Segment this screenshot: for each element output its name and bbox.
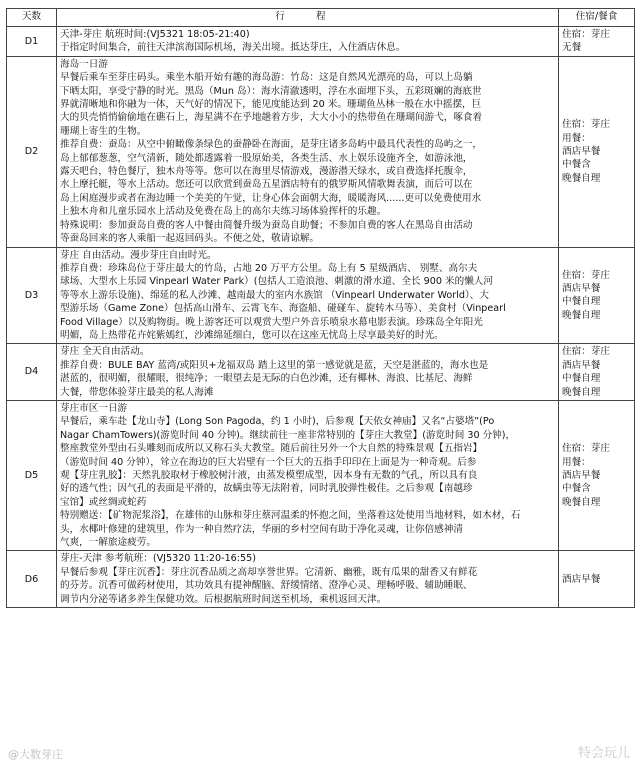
lodging-cell [559, 247, 635, 344]
itinerary-line: 气爽，一解旅途疲劳。 [60, 537, 156, 549]
itinerary-line: 早餐后，乘车赴【龙山寺】(Long Son Pagoda，约 1 小时)，后参观【天依女神庙】又名“占婆塔”(Po [60, 416, 495, 428]
lodging-line: 住宿：芽庄 [562, 29, 610, 40]
itinerary-line: 特殊说明：参加蚕岛自费的客人中餐由简餐升级为蚕岛自助餐；不参加自费的客人在黑岛自由活动 [60, 219, 473, 231]
lodging-line: 住宿：芽庄 [562, 119, 610, 131]
itinerary-line: 特别赠送：【矿物泥浆浴】，在雄伟的山脉和芽庄蔡河温柔的怀抱之间，坐落着这处使用当地材料，如木材，石 [60, 510, 521, 522]
itinerary-line: 露天吧台，特色餐厅，独木舟等等。您可以在海里尽情游戏，漫游潜天绿水，或自费选择托腹伞， [60, 166, 473, 178]
itinerary-line: 早餐后乘车至芽庄码头。乘坐木船开始有趣的海岛游：竹岛：这是自然风光漂亮的岛，可以上岛躺 [60, 72, 473, 84]
itinerary-line: 球场、大型水上乐园 Vinpearl Water Park）(包括人工造浪池、刺激的滑水道、全长 900 米的懒人河 [60, 276, 493, 288]
header-row [7, 9, 635, 27]
lodging-line: 中餐自理 [562, 296, 601, 308]
itinerary-line: 推荐自费：蚕岛：从空中俯瞰像条绿色的蚕静卧在海面，是芽庄诸多岛屿中最具代表性的岛屿之一， [60, 139, 483, 151]
lodging-line: 晚餐自理 [562, 496, 601, 508]
itinerary-line: 于指定时间集合，前往天津滨海国际机场，海关出境。抵达芽庄，入住酒店休息。 [60, 42, 406, 54]
lodging-cell [559, 56, 635, 247]
itinerary-cell [57, 551, 559, 608]
lodging-line: 中餐含 [562, 483, 591, 495]
itinerary-line: 等等水上游乐设施)、绵延的私人沙滩、越南最大的室内水族馆 （Vinpearl Underwater World）、大 [60, 289, 489, 301]
day-label: D4 [7, 344, 57, 401]
lodging-line: 晚餐自理 [562, 309, 601, 321]
itinerary-cell [57, 400, 559, 550]
header-itinerary: 行 程 [57, 9, 559, 27]
day-row-d2 [7, 56, 635, 247]
itinerary-line: Nagar ChamTowers)(游览时间 40 分钟)。继续前往一座非常特别的【芽庄大教堂】(游览时间 30 分钟)， [60, 429, 516, 441]
lodging-cell [559, 551, 635, 608]
day-label: D1 [7, 27, 57, 57]
itinerary-line: 观【芽庄乳胶】：天然乳胶取材于橡胶树汁液，由蒸发模塑成型，因本身有无数的气孔，所以具有良 [60, 470, 478, 481]
itinerary-line: 珊瑚上寄生的生物。 [60, 125, 147, 137]
lodging-line: 晚餐自理 [562, 386, 601, 398]
itinerary-line: 等蚕岛回来的客人乘船一起返回码头。不便之处，敬请谅解。 [60, 233, 320, 245]
itinerary-table [6, 8, 635, 608]
itinerary-line: （游览时间 40 分钟），耸立在海边的巨大岩壁有一个巨大的五指手印印在上面是为一种奇观。后参 [60, 456, 477, 468]
itinerary-line: 芽庄-天津 参考航班：(VJ5320 11:20-16:55) [60, 553, 256, 565]
lodging-line: 用餐： [562, 456, 591, 468]
header-lodging: 住宿/餐食 [559, 9, 635, 27]
itinerary-line: 岛上闲庭漫步或者在海边睡一个美美的午觉，让身心体会面朝大海，暖暖海风......更可以免费使用水 [60, 192, 482, 204]
day-row-d1 [7, 27, 635, 57]
day-label: D5 [7, 400, 57, 550]
watermark-right: 特会玩儿 [577, 746, 630, 761]
itinerary-line: Food Village）以及购物街。晚上游客还可以观赏大型户外音乐喷泉水幕电影表演。珍珠岛全年阳光 [60, 316, 483, 328]
lodging-line: 酒店早餐 [562, 470, 601, 481]
lodging-line: 酒店早餐 [562, 359, 601, 371]
itinerary-line: 界就清晰地和你融为一体，天气好的情况下，能见度能达到 20 米。珊瑚鱼丛林一般在水中摇摆，巨 [60, 99, 482, 111]
lodging-cell [559, 344, 635, 401]
itinerary-line: 岛上郁郁葱葱，空气清新，随处都透露着一股原始美，各类生活、水上娱乐设施齐全，如游泳池， [60, 152, 473, 164]
lodging-line: 酒店早餐 [562, 145, 601, 157]
itinerary-line: 头，水椰叶修建的建筑里，作为一种自然疗法，华丽的乡村空间有助于净化灵魂，让你倍感神清 [60, 523, 463, 535]
itinerary-line: 宝馆】或丝绸或蛇药 [60, 496, 147, 508]
itinerary-cell [57, 344, 559, 401]
lodging-line: 无餐 [562, 42, 582, 54]
itinerary-line: 湛蓝的，很明媚，很耀眼，很纯净；一眼望去是无际的白色沙滩，还有椰林、海浪、比基尼、海鲜 [60, 373, 473, 385]
itinerary-line: 推荐自费：BULE BAY 蓝湾/或阳贝+龙福双岛 踏上这里的第一感觉就是蓝，天空是湛蓝的，海水也是 [60, 359, 489, 371]
itinerary-line: 大餐，带您体验芽庄最美的私人海滩 [60, 386, 214, 398]
day-row-d6 [7, 551, 635, 608]
itinerary-line: 上独木舟和儿童乐园水上活动及免费在岛上的高尔夫练习场体验挥杆的乐趣。 [60, 206, 387, 218]
itinerary-line: 芽庄市区一日游 [60, 402, 128, 414]
itinerary-cell [57, 27, 559, 57]
lodging-cell [559, 400, 635, 550]
itinerary-line: 芽庄 自由活动。漫步芽庄自由时光。 [60, 249, 217, 261]
itinerary-cell [57, 56, 559, 247]
itinerary-line: 好的透气性；因气孔的表面是平滑的，故螨虫等无法附着，同时乳胶弹性极佳。之后参观【南越珍 [60, 483, 473, 495]
lodging-line: 中餐含 [562, 159, 591, 171]
itinerary-line: 天津-芽庄 航班时间:(VJ5321 18:05-21:40) [60, 29, 250, 40]
itinerary-line: 型游乐场（Game Zone）包括高山滑车、云霄飞车、海盗船、碰碰车、旋转木马等）、美食村（Vinpearl [60, 303, 506, 315]
itinerary-line: 大的贝壳悄悄偷偷地在礁石上，海星满不在乎地趟着方步，大大小小的热带鱼在珊瑚间游弋，啄食着 [60, 112, 483, 124]
itinerary-line: 水上摩托艇，等水上活动。您还可以欣赏到蚕岛五星酒店特有的俄罗斯风情歌舞表演，而后可以在 [60, 179, 473, 191]
itinerary-line: 整座教堂外型由石头雕刻而成所以又称石头大教堂。随后前往另外一个大自然的特殊景观【五指岩】 [60, 443, 483, 455]
header-day: 天数 [7, 9, 57, 27]
itinerary-line: 推荐自费：珍珠岛位于芽庄最大的竹岛，占地 20 万平方公里。岛上有 5 星级酒店、 别墅、高尔夫 [60, 262, 478, 274]
day-row-d5 [7, 400, 635, 550]
lodging-line: 晚餐自理 [562, 172, 601, 184]
day-label: D3 [7, 247, 57, 344]
itinerary-line: 明媚，岛上热带花卉姹紫嫣红，沙滩绵延细白，您可以在这座无忧岛上尽享最美好的时光。 [60, 329, 444, 341]
itinerary-line: 下晒太阳，享受宁静的时光。黑岛（Mun 岛）：海水清澈透明，浮在水面埋下头，五彩斑斓的海底世 [60, 85, 482, 97]
lodging-line: 中餐自理 [562, 373, 601, 385]
lodging-line: 酒店早餐 [562, 573, 601, 585]
itinerary-line: 海岛一日游 [60, 58, 108, 70]
lodging-cell [559, 27, 635, 57]
itinerary-line: 的芬芳。沉香可做药材使用，其功效具有提神醒脑、舒缓情绪、澄净心灵、理畅呼吸、辅助睡眠、 [60, 580, 473, 592]
itinerary-line: 调节内分泌等诸多养生保健功效。后根据航班时间送至机场，乘机返回天津。 [60, 593, 387, 605]
lodging-line: 住宿：芽庄 [562, 443, 610, 455]
itinerary-cell [57, 247, 559, 344]
lodging-line: 酒店早餐 [562, 283, 601, 295]
day-row-d4 [7, 344, 635, 401]
itinerary-line: 芽庄 全天自由活动。 [60, 346, 150, 358]
lodging-line: 用餐： [562, 132, 591, 144]
lodging-line: 住宿：芽庄 [562, 346, 610, 358]
itinerary-line: 早餐后参观【芽庄沉香】：芽庄沉香品质之高却享誉世界。它清新、幽雅，既有瓜果的甜香又有鲜花 [60, 566, 478, 578]
day-label: D2 [7, 56, 57, 247]
day-label: D6 [7, 551, 57, 608]
day-row-d3 [7, 247, 635, 344]
watermark-left: @大数芽庄 [8, 748, 63, 761]
lodging-line: 住宿：芽庄 [562, 269, 610, 281]
